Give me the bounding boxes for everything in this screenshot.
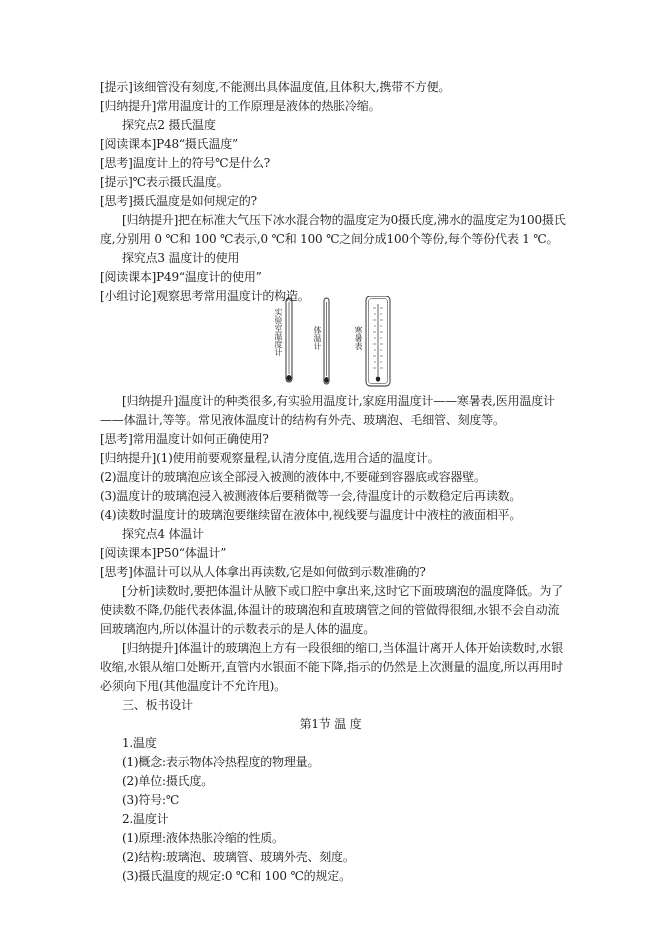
- board-item: 1.温度: [122, 736, 157, 750]
- board-item: (2)结构:玻璃泡、玻璃管、玻璃外壳、刻度。: [122, 850, 355, 864]
- room-thermometer-label: 寒暑表: [354, 326, 363, 350]
- text-line: [提示]℃表示摄氏温度。: [100, 175, 229, 189]
- board-item: (1)概念:表示物体冷热程度的物理量。: [122, 755, 320, 769]
- text-line: (4)读数时温度计的玻璃泡要继续留在液体中,视线要与温度计中液柱的液面相平。: [100, 508, 522, 522]
- board-item: (1)原理:液体热胀冷缩的性质。: [122, 831, 284, 845]
- text-line: [提示]该细管没有刻度,不能测出具体温度值,且体积大,携带不方便。: [100, 80, 451, 94]
- text-line: [分析]读数时,要把体温计从腋下或口腔中拿出来,这时它下面玻璃泡的温度降低。为了: [122, 584, 563, 598]
- clinical-thermometer-label: 体温计: [313, 326, 322, 350]
- section-heading: 探究点4 体温计: [122, 527, 204, 541]
- board-item: (3)符号:℃: [122, 793, 180, 807]
- text-line: [思考]温度计上的符号℃是什么?: [100, 156, 271, 170]
- text-line: 使读数不降,仍能代表体温,体温计的玻璃泡和直玻璃管之间的管做得很细,水银不会自动流: [100, 603, 560, 617]
- text-line: 度,分别用 0 ℃和 100 ℃表示,0 ℃和 100 ℃之间分成100个等份,每个等份代表 1 ℃。: [100, 232, 559, 246]
- text-line: 收缩,水银从缩口处断开,直管内水银面不能下降,指示的仍然是上次测量的温度,所以再用时: [100, 660, 563, 674]
- board-item: (2)单位:摄氏度。: [122, 774, 214, 788]
- board-item: (3)摄氏温度的规定:0 ℃和 100 ℃的规定。: [122, 869, 351, 883]
- text-line: [思考]体温计可以从人体拿出再读数,它是如何做到示数准确的?: [100, 565, 426, 579]
- clinical-thermometer-icon: [324, 298, 329, 384]
- lab-thermometer-icon: [286, 298, 292, 382]
- text-line: [归纳提升]体温计的玻璃泡上方有一段很细的缩口,当体温计离开人体开始读数时,水银: [122, 641, 563, 655]
- board-item: 2.温度计: [122, 812, 169, 826]
- text-line: [思考]摄氏温度是如何规定的?: [100, 194, 257, 208]
- text-line: [阅读课本]P48“摄氏温度”: [100, 137, 238, 151]
- text-line: [归纳提升]常用温度计的工作原理是液体的热胀冷缩。: [100, 99, 381, 113]
- text-line: [阅读课本]P50“体温计”: [100, 546, 227, 560]
- text-line: [归纳提升](1)使用前要观察量程,认清分度值,选用合适的温度计。: [100, 451, 440, 465]
- thermometer-figure: [270, 296, 400, 388]
- section-heading: 探究点3 温度计的使用: [122, 251, 240, 265]
- text-line: (3)温度计的玻璃泡浸入被测液体后要稍微等一会,待温度计的示数稳定后再读数。: [100, 489, 522, 503]
- text-line: [思考]常用温度计如何正确使用?: [100, 432, 269, 446]
- section-heading: 三、板书设计: [122, 698, 193, 712]
- section-heading: 探究点2 摄氏温度: [122, 118, 216, 132]
- text-line: [归纳提升]温度计的种类很多,有实验用温度计,家庭用温度计——寒暑表,医用温度计: [122, 394, 555, 408]
- thermometer-illustration: [270, 296, 400, 388]
- room-thermometer-icon: [366, 296, 390, 386]
- text-line: [归纳提升]把在标准大气压下冰水混合物的温度定为0摄氏度,沸水的温度定为100摄氏: [122, 213, 566, 227]
- text-line: [阅读课本]P49“温度计的使用”: [100, 270, 262, 284]
- lab-thermometer-label: 实验室温度计: [274, 308, 283, 356]
- text-line: ——体温计,等等。常见液体温度计的结构有外壳、玻璃泡、毛细管、刻度等。: [100, 413, 505, 427]
- board-title: 第1节 温 度: [299, 717, 362, 731]
- text-line: 回玻璃泡内,所以体温计的示数表示的是人体的温度。: [100, 622, 376, 636]
- text-line: 必须向下甩(其他温度计不允许甩)。: [100, 679, 286, 693]
- text-line: (2)温度计的玻璃泡应该全部浸入被测的液体中,不要碰到容器底或容器壁。: [100, 470, 486, 484]
- text-line: [小组讨论]观察思考常用温度计的构造。: [100, 289, 310, 303]
